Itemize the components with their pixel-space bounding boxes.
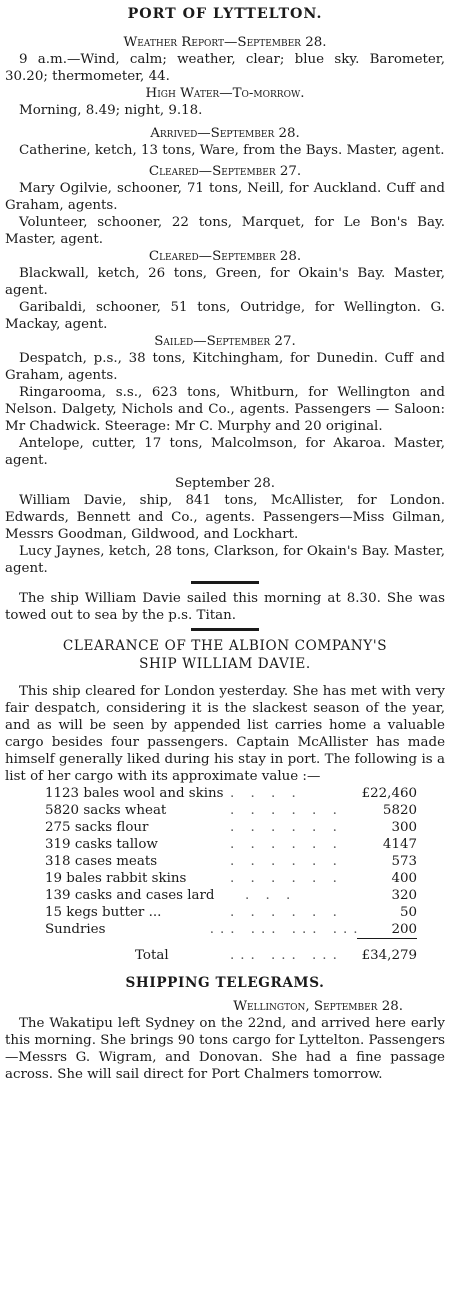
cargo-row bbox=[5, 904, 445, 921]
cargo-item: 1123 bales wool and skins bbox=[45, 786, 224, 801]
high-water-text: Morning, 8.49; night, 9.18. bbox=[19, 103, 203, 118]
cargo-item: 319 casks tallow bbox=[45, 837, 158, 852]
cargo-leader: . . . . . . bbox=[230, 837, 343, 852]
cargo-item: 5820 sacks wheat bbox=[45, 803, 167, 818]
cargo-item: 139 casks and cases lard bbox=[45, 888, 215, 903]
page-title: PORT OF LYTTELTON. bbox=[127, 6, 323, 22]
cleared-28-entry: Blackwall, ketch, 26 tons, Green, for Okain's Bay. Master, agent. bbox=[5, 266, 445, 298]
cargo-item: 15 kegs butter ... bbox=[45, 905, 162, 920]
cargo-leader: . . . . . . bbox=[230, 803, 343, 818]
cleared-27-heading: Cleared—September 27. bbox=[148, 164, 302, 179]
cargo-value: 573 bbox=[391, 854, 417, 869]
cargo-leader: ... ... ... bbox=[230, 948, 343, 963]
cargo-leader: . . . . . . bbox=[230, 905, 343, 920]
cargo-row bbox=[5, 802, 445, 819]
cargo-value: 320 bbox=[391, 888, 417, 903]
cargo-leader: . . . . bbox=[230, 786, 302, 801]
clearance-subtitle: SHIP WILLIAM DAVIE. bbox=[139, 656, 311, 672]
cargo-value: 300 bbox=[391, 820, 417, 835]
sailed-28-heading: September 28. bbox=[174, 476, 276, 491]
cargo-list bbox=[5, 785, 445, 964]
clearance-intro: This ship cleared for London yesterday. She has met with very fair despatch, considering it is the slackest season of the year, and as will be seen by appended list carries home a valuable cargo besides four passengers. Captain McAllister has made himself generally liked during his stay in port. The following is a list of her cargo with its approximate value :— bbox=[5, 684, 445, 784]
cleared-28-heading: Cleared—September 28. bbox=[148, 249, 302, 264]
cargo-leader: . . . . . . bbox=[230, 871, 343, 886]
cargo-value: 4147 bbox=[382, 837, 417, 852]
total-rule bbox=[357, 938, 417, 939]
cargo-row bbox=[5, 870, 445, 887]
cargo-value: £22,460 bbox=[361, 786, 417, 801]
telegrams-title: SHIPPING TELEGRAMS. bbox=[125, 975, 325, 991]
cargo-value: 200 bbox=[391, 922, 417, 937]
sailed-27-entry: Ringarooma, s.s., 623 tons, Whitburn, for Wellington and Nelson. Dalgety, Nichols and Co., agents. Passengers — Saloon: Mr Chadwick. Steerage: Mr C. Murphy and 20 original. bbox=[5, 385, 445, 434]
cargo-item: 318 cases meats bbox=[45, 854, 158, 869]
cargo-row bbox=[5, 836, 445, 853]
telegram-dateline: Wellington, September 28. bbox=[233, 999, 403, 1014]
cleared-27-entry: Mary Ogilvie, schooner, 71 tons, Neill, for Auckland. Cuff and Graham, agents. bbox=[5, 181, 445, 213]
arrived-heading: Arrived—September 28. bbox=[150, 126, 300, 141]
cargo-total-row bbox=[5, 947, 445, 964]
cargo-leader: . . . . . . bbox=[230, 820, 343, 835]
cargo-value: 5820 bbox=[382, 803, 417, 818]
arrived-entry: Catherine, ketch, 13 tons, Ware, from the Bays. Master, agent. bbox=[19, 143, 445, 158]
cleared-28-entry: Garibaldi, schooner, 51 tons, Outridge, for Wellington. G. Mackay, agent. bbox=[5, 300, 445, 332]
weather-text: 9 a.m.—Wind, calm; weather, clear; blue sky. Barometer, 30.20; thermometer, 44. bbox=[5, 52, 445, 84]
section-divider bbox=[191, 581, 259, 584]
cargo-leader: . . . . . . bbox=[230, 854, 343, 869]
cargo-row bbox=[5, 785, 445, 802]
total-label: Total bbox=[135, 948, 169, 963]
cargo-row bbox=[5, 853, 445, 870]
sailed-28-entry: Lucy Jaynes, ketch, 28 tons, Clarkson, for Okain's Bay. Master, agent. bbox=[5, 544, 445, 576]
cargo-value: 400 bbox=[391, 871, 417, 886]
section-divider bbox=[191, 628, 259, 631]
cargo-item: Sundries bbox=[45, 922, 106, 937]
cargo-leader: . . . bbox=[245, 888, 297, 903]
cargo-row bbox=[5, 921, 445, 938]
cargo-row bbox=[5, 887, 445, 904]
cleared-27-entry: Volunteer, schooner, 22 tons, Marquet, for Le Bon's Bay. Master, agent. bbox=[5, 215, 445, 247]
cargo-item: 275 sacks flour bbox=[45, 820, 149, 835]
weather-heading: Weather Report—September 28. bbox=[123, 35, 327, 50]
cargo-item: 19 bales rabbit skins bbox=[45, 871, 187, 886]
cargo-row bbox=[5, 819, 445, 836]
cargo-value: 50 bbox=[399, 905, 417, 920]
sailed-28-entry: William Davie, ship, 841 tons, McAllister, for London. Edwards, Bennett and Co., agents. Passengers—Miss Gilman, Messrs Goodman, Gildwood, and Lockhart. bbox=[5, 493, 445, 542]
telegram-text: The Wakatipu left Sydney on the 22nd, and arrived here early this morning. She brings 90 tons cargo for Lyttelton. Passengers—Messrs G. Wigram, and Donovan. She had a fine passage across. She will sail direct for Port Chalmers tomorrow. bbox=[5, 1016, 445, 1082]
sailing-note: The ship William Davie sailed this morning at 8.30. She was towed out to sea by the p.s. Titan. bbox=[5, 591, 445, 623]
sailed-27-entry: Antelope, cutter, 17 tons, Malcolmson, for Akaroa. Master, agent. bbox=[5, 436, 445, 468]
sailed-27-heading: Sailed—September 27. bbox=[154, 334, 296, 349]
sailed-27-entry: Despatch, p.s., 38 tons, Kitchingham, for Dunedin. Cuff and Graham, agents. bbox=[5, 351, 445, 383]
total-value: £34,279 bbox=[361, 948, 417, 963]
cargo-leader: ... ... ... ... bbox=[209, 922, 364, 937]
clearance-title: CLEARANCE OF THE ALBION COMPANY'S bbox=[62, 638, 388, 654]
high-water-heading: High Water—To-morrow. bbox=[145, 86, 305, 101]
